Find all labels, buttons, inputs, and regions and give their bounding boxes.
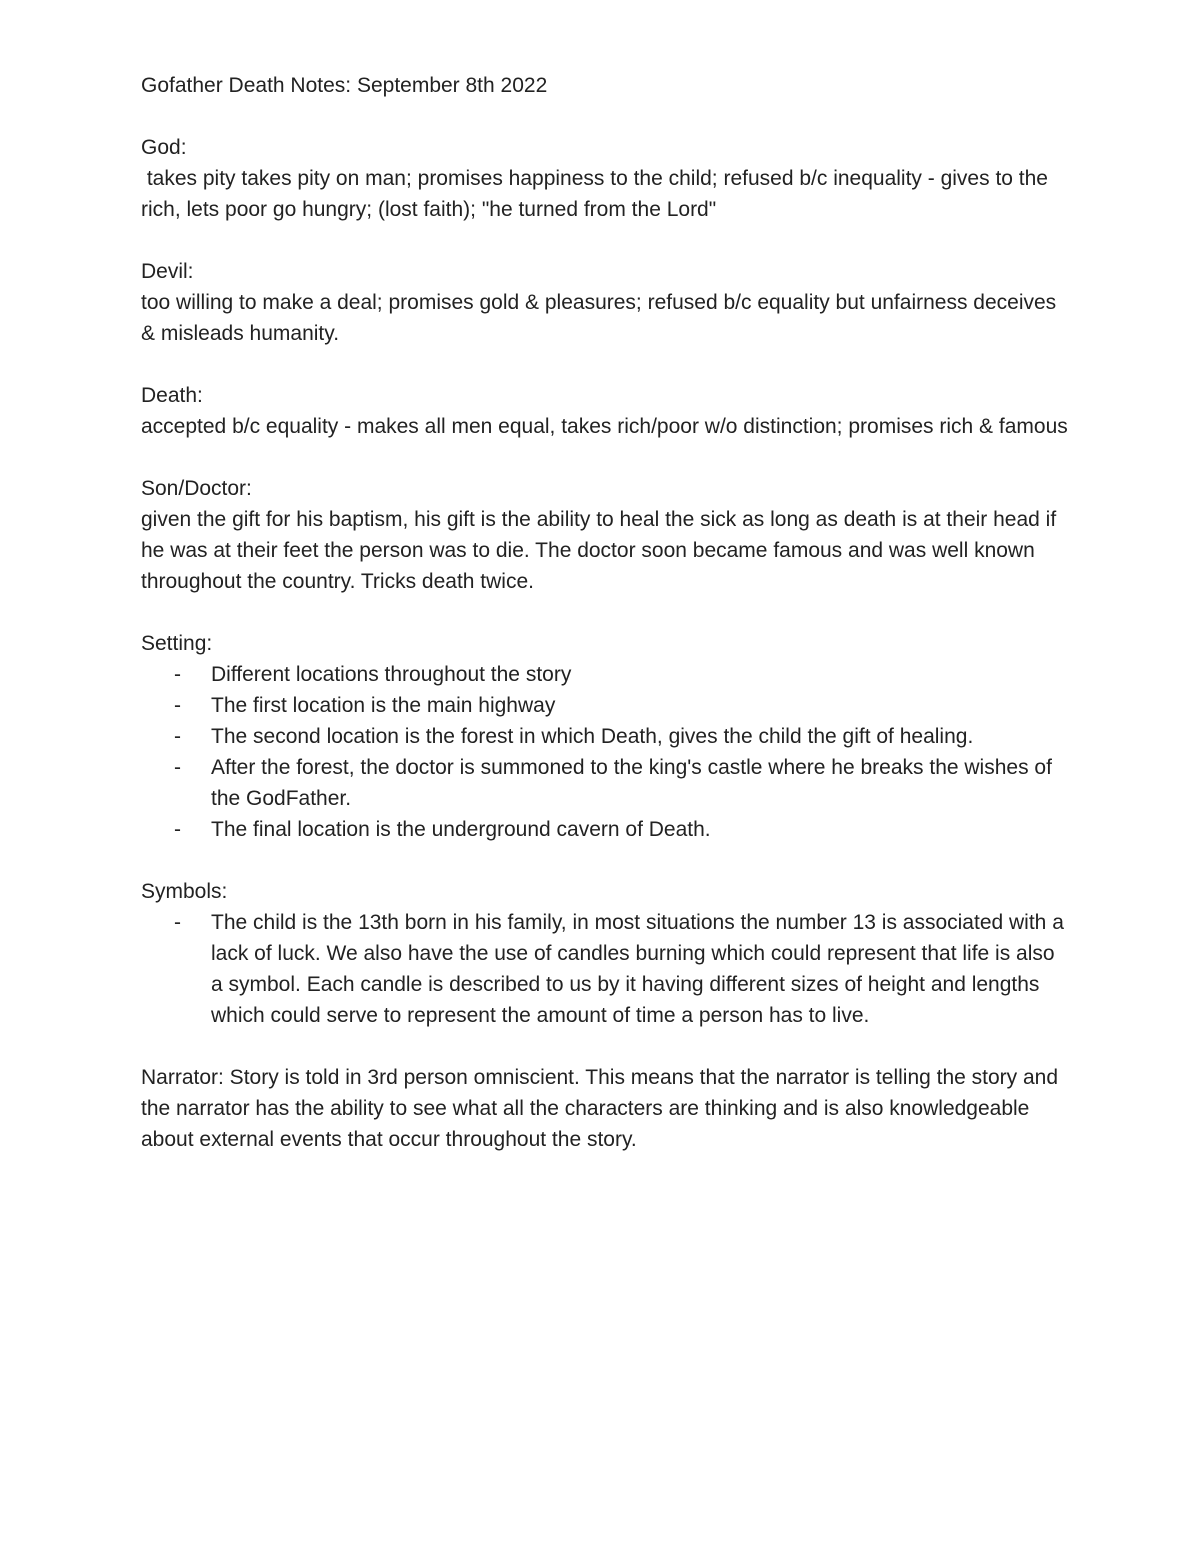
list-item (141, 814, 1071, 845)
document-page (141, 70, 1071, 1186)
list-item (141, 690, 1071, 721)
section-text-death: accepted b/c equality - makes all men equal, takes rich/poor w/o distinction; promises rich & famous (141, 415, 1068, 438)
list-item-text: The child is the 13th born in his family, in most situations the number 13 is associated with a lack of luck. We also have the use of candles burning which could represent that life is also a symbol. Each candle is described to us by it having different sizes of height and lengths which could serve to represent the amount of time a person has to live. (211, 911, 1064, 1027)
section-text-son-doctor: given the gift for his baptism, his gift is the ability to heal the sick as long as death is at their head if he was at their feet the person was to die. The doctor soon became famous and was well known throughout the country. Tricks death twice. (141, 508, 1063, 593)
section-heading-god: God: (141, 136, 187, 159)
list-item-text: The first location is the main highway (211, 694, 556, 717)
list-item (141, 752, 1071, 814)
section-heading-devil: Devil: (141, 260, 194, 283)
list-item-text: Different locations throughout the story (211, 663, 572, 686)
section-setting (141, 628, 1071, 845)
list-bullet: - (174, 694, 181, 717)
section-god (141, 132, 1071, 225)
list-item-text: After the forest, the doctor is summoned to the king's castle where he breaks the wishes of the GodFather. (211, 756, 1052, 810)
list-item-text: The second location is the forest in which Death, gives the child the gift of healing. (211, 725, 974, 748)
document-title: Gofather Death Notes: September 8th 2022 (141, 74, 548, 97)
list-bullet: - (174, 756, 181, 779)
list-item (141, 907, 1071, 1031)
section-son-doctor (141, 473, 1071, 597)
section-death (141, 380, 1071, 442)
narrator-text: Narrator: Story is told in 3rd person omniscient. This means that the narrator is telling the story and the narrator has the ability to see what all the characters are thinking and is also knowledgeable about external events that occur throughout the story. (141, 1066, 1064, 1151)
list-item (141, 721, 1071, 752)
list-bullet: - (174, 663, 181, 686)
list-item-text: The final location is the underground cavern of Death. (211, 818, 711, 841)
section-heading-symbols: Symbols: (141, 880, 228, 903)
section-text-god: takes pity takes pity on man; promises happiness to the child; refused b/c inequality - gives to the rich, lets poor go hungry; (lost faith); "he turned from the Lord" (141, 167, 1054, 221)
section-symbols (141, 876, 1071, 1031)
setting-list (141, 659, 1071, 845)
section-text-devil: too willing to make a deal; promises gold & pleasures; refused b/c equality but unfairness deceives & misleads humanity. (141, 291, 1063, 345)
list-item (141, 659, 1071, 690)
section-devil (141, 256, 1071, 349)
section-heading-death: Death: (141, 384, 203, 407)
list-bullet: - (174, 725, 181, 748)
list-bullet: - (174, 818, 181, 841)
list-bullet: - (174, 911, 181, 934)
section-narrator (141, 1062, 1071, 1155)
symbols-list (141, 907, 1071, 1031)
section-heading-setting: Setting: (141, 632, 213, 655)
section-heading-son-doctor: Son/Doctor: (141, 477, 252, 500)
